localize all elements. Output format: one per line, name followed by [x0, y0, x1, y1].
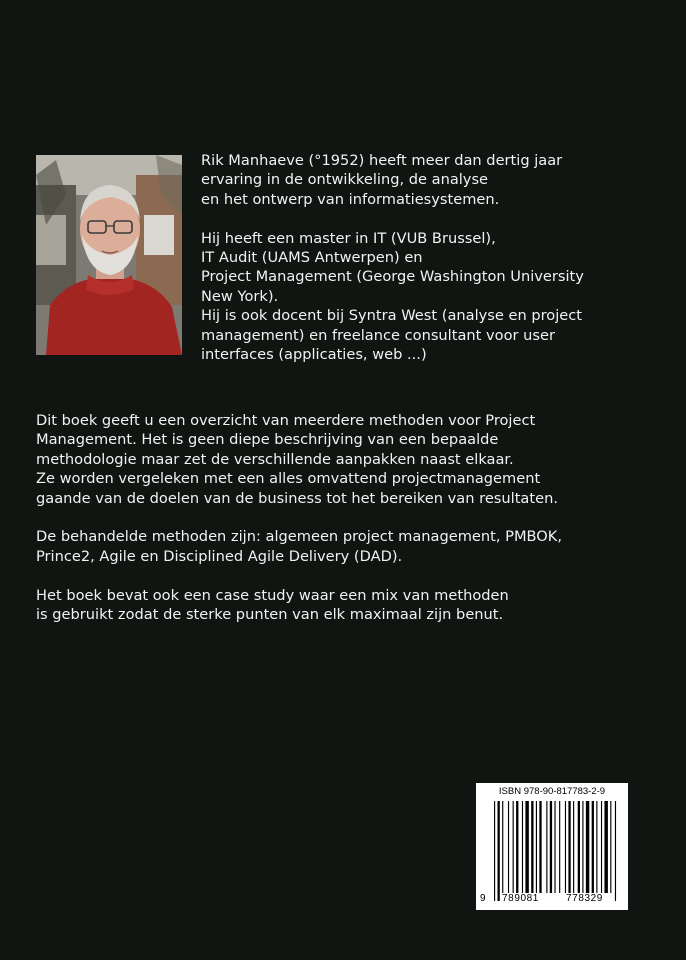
book-description: Dit boek geeft u een overzicht van meerdere methoden voor Project Management. Het is geen diepe beschrijving van een bepaalde methodologie maar zet de verschillende aanpakken naast elkaar. Ze worden vergeleken met een alles omvattend projectmanagement gaande van de doelen van de business tot het bereiken van resultaten. De behandelde methoden zijn: algemeen project management, PMBOK, Prince2, Agile en Disciplined Agile Delivery (DAD). Het boek bevat ook een case study waar een mix van methoden is gebruikt zodat de sterke punten van elk maximaal zijn benut. — [36, 412, 562, 624]
barcode-bar — [508, 801, 509, 893]
barcode-bar — [573, 801, 574, 893]
barcode-bar — [502, 801, 503, 893]
barcode-bar — [516, 801, 518, 893]
barcode-bar — [498, 801, 500, 901]
barcode-bar — [565, 801, 566, 893]
barcode-bar — [531, 801, 533, 893]
barcode-bar — [546, 801, 547, 893]
barcode-bar — [513, 801, 514, 893]
isbn-digits-left: 789081 — [502, 893, 539, 904]
barcode-bar — [550, 801, 552, 893]
barcode-bar — [539, 801, 541, 893]
barcode-bar — [582, 801, 583, 893]
barcode-bar — [586, 801, 589, 893]
barcode-bar — [610, 801, 611, 893]
barcode-bar — [525, 801, 528, 893]
barcode-bar — [596, 801, 597, 893]
barcode-icon — [476, 799, 628, 909]
barcode-bar — [578, 801, 580, 893]
barcode-bar — [494, 801, 495, 901]
isbn-digit-first: 9 — [480, 893, 487, 904]
barcode-bar — [592, 801, 594, 893]
barcode-bar — [522, 801, 523, 893]
isbn-digits-right: 778329 — [566, 893, 603, 904]
author-portrait-icon — [36, 155, 182, 355]
barcode-bar — [601, 801, 602, 893]
barcode-bar — [559, 801, 560, 893]
author-bio: Rik Manhaeve (°1952) heeft meer dan dertig jaar ervaring in de ontwikkeling, de analyse en het ontwerp van informatiesystemen. Hij heeft een master in IT (VUB Brussel), IT Audit (UAMS Antwerpen) en Project Management (George Washington University New York). Hij is ook docent bij Syntra West (analyse en project management) en freelance consultant voor user interfaces (applicaties, web ...) — [201, 152, 584, 364]
barcode-bar — [554, 801, 555, 893]
barcode-bar — [615, 801, 616, 901]
barcode-bar — [568, 801, 570, 893]
barcode-bar — [604, 801, 607, 893]
author-photo — [36, 155, 182, 355]
barcode-bar — [536, 801, 537, 893]
isbn-label: ISBN 978-90-817783-2-9 — [498, 786, 606, 797]
isbn-barcode-box — [476, 783, 628, 910]
